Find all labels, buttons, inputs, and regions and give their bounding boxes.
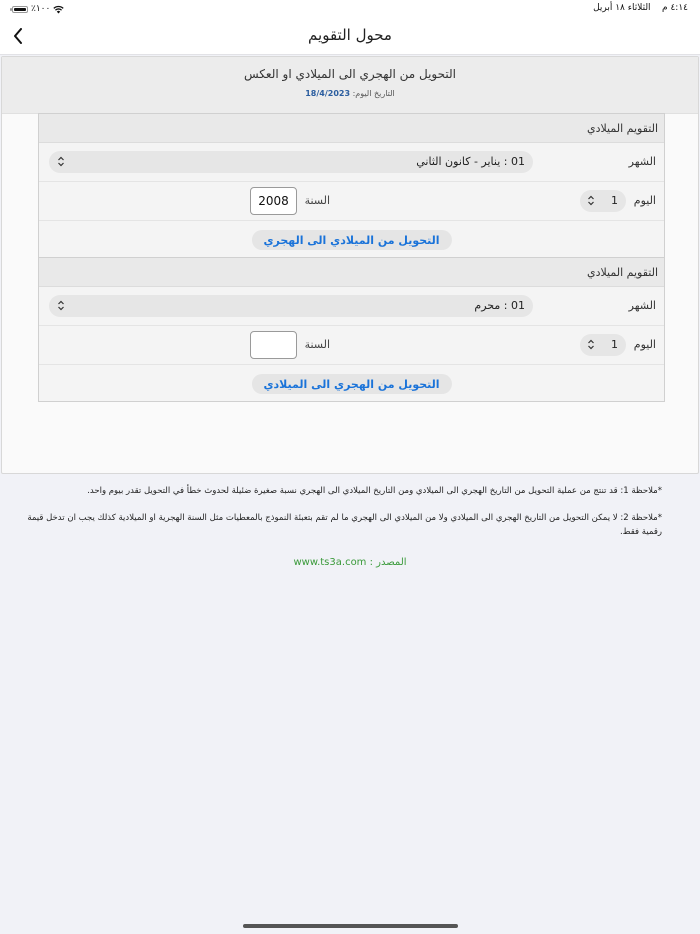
status-time: ٤:١٤ م <box>662 3 688 13</box>
status-date: الثلاثاء ١٨ أبريل <box>593 3 651 13</box>
hijri-heading: التقويم الميلادي <box>39 258 664 287</box>
hijri-month-select[interactable] <box>49 295 533 317</box>
select-arrows-icon <box>57 156 65 167</box>
gregorian-day-select[interactable] <box>580 190 626 212</box>
gregorian-button-row <box>39 221 664 257</box>
hijri-section <box>38 257 665 402</box>
convert-hijri-to-gregorian-button[interactable]: التحويل من الهجري الى الميلادي <box>251 374 451 394</box>
gregorian-section <box>38 113 665 258</box>
gregorian-day-year-row <box>39 182 664 221</box>
gregorian-month-select[interactable] <box>49 151 533 173</box>
gregorian-day-value: 1 <box>611 194 618 207</box>
hijri-month-label: الشهر <box>628 299 656 312</box>
status-datetime <box>593 3 688 13</box>
source-link[interactable]: www.ts3a.com <box>293 557 367 568</box>
gregorian-year-label: السنة <box>304 194 330 207</box>
source-line <box>0 557 700 568</box>
converter-header <box>2 57 698 114</box>
hijri-month-value: 01 : محرم <box>474 299 525 312</box>
gregorian-month-row <box>39 143 664 182</box>
hijri-year-input[interactable] <box>250 331 297 359</box>
convert-gregorian-to-hijri-button[interactable]: التحويل من الميلادي الى الهجري <box>251 230 451 250</box>
select-arrows-icon <box>57 300 65 311</box>
hijri-day-select[interactable] <box>580 334 626 356</box>
select-arrows-icon <box>587 339 595 350</box>
gregorian-month-value: 01 : يناير - كانون الثاني <box>416 155 525 168</box>
converter-frame <box>1 56 699 474</box>
converter-title: التحويل من الهجري الى الميلادي او العكس <box>244 67 456 81</box>
page-title: محول التقويم <box>308 26 392 44</box>
wifi-icon <box>53 5 64 14</box>
today-date-label: التاريخ اليوم: <box>352 89 395 98</box>
gregorian-year-input[interactable] <box>250 187 297 215</box>
navigation-bar <box>0 18 700 55</box>
gregorian-day-label: اليوم <box>633 194 656 207</box>
gregorian-month-label: الشهر <box>628 155 656 168</box>
hijri-year-label: السنة <box>304 338 330 351</box>
hijri-day-year-row <box>39 326 664 365</box>
select-arrows-icon <box>587 195 595 206</box>
gregorian-heading: التقويم الميلادي <box>39 114 664 143</box>
status-indicators <box>12 4 64 14</box>
today-date <box>2 89 698 98</box>
note-2: *ملاحظة 2: لا يمكن التحويل من التاريخ الهجري الى الميلادي ولا من الميلادي الى الهجري ما لم تقم بتعبئة النموذج بالمعطيات مثل السنة الهجرية او الميلادية كذلك يجب ان تدخل قيمة رقمية فقط. <box>27 513 662 537</box>
battery-percent: ٪١٠٠ <box>31 4 51 14</box>
note-1: *ملاحظة 1: قد تنتج من عملية التحويل من التاريخ الهجري الى الميلادي ومن التاريخ الميلادي الى الهجري نسبة صغيرة ضئيلة لحدوث خطأ في التحويل تقدر بيوم واحد. <box>87 486 662 496</box>
hijri-day-value: 1 <box>611 338 618 351</box>
hijri-month-row <box>39 287 664 326</box>
status-bar <box>0 0 700 18</box>
battery-icon <box>12 6 28 13</box>
source-label: المصدر : <box>369 557 407 568</box>
hijri-button-row <box>39 365 664 401</box>
home-indicator[interactable] <box>243 924 458 928</box>
today-date-value: 18/4/2023 <box>305 89 351 98</box>
hijri-day-label: اليوم <box>633 338 656 351</box>
notes-section <box>20 484 662 552</box>
